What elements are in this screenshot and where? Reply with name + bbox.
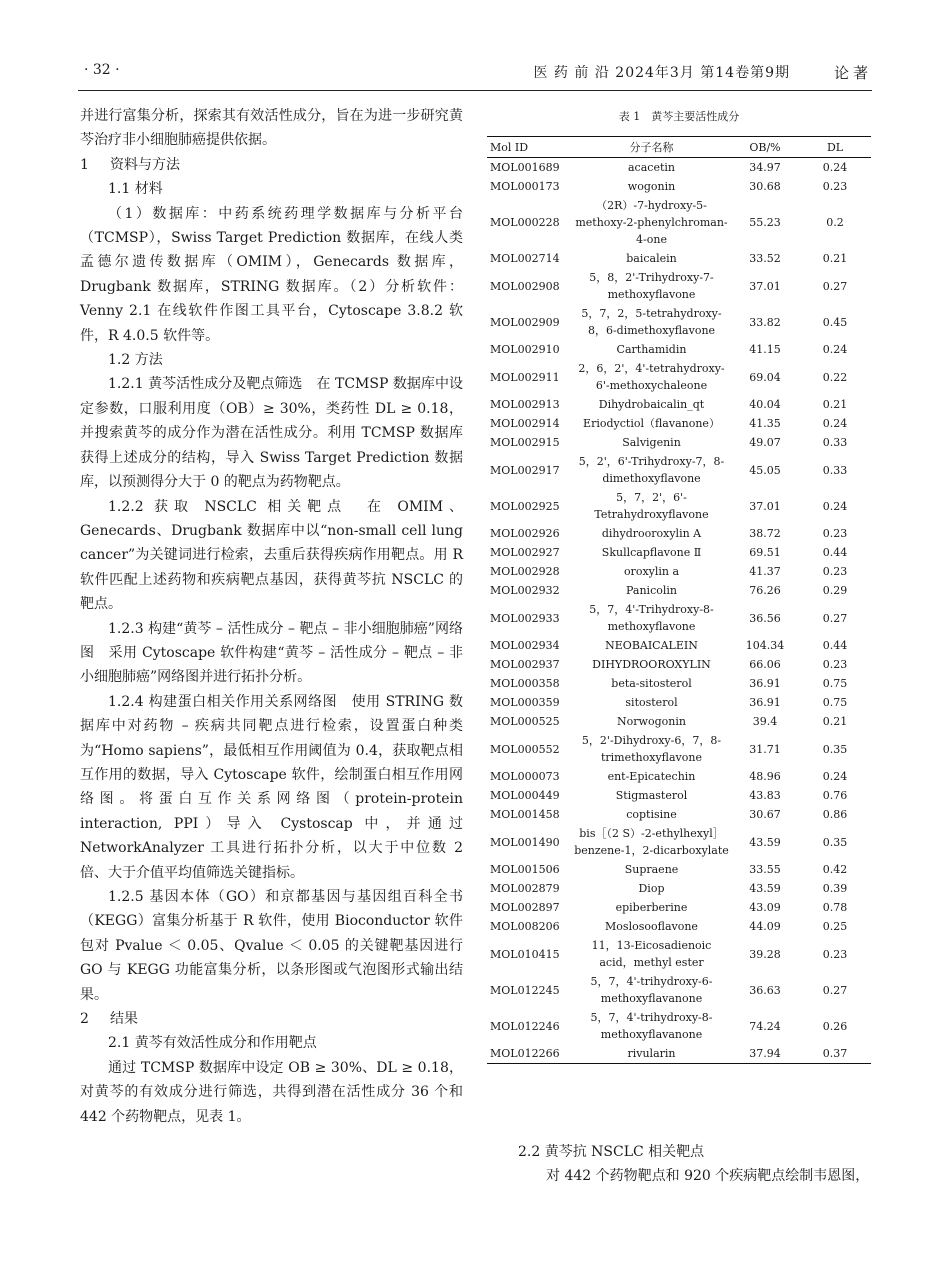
table-row — [487, 917, 871, 936]
table-row — [487, 674, 871, 693]
table-row — [487, 824, 871, 860]
table-caption: 表 1 黄芩主要活性成分 — [618, 110, 740, 123]
cell-molecule-name: baicalein — [626, 252, 677, 265]
cell-dl: 0.35 — [822, 835, 848, 849]
cell-mol-id: MOL000228 — [490, 216, 560, 229]
cell-molecule-name: coptisine — [626, 808, 677, 821]
cell-ob: 66.06 — [749, 658, 781, 671]
cell-mol-id: MOL002910 — [490, 343, 560, 356]
cell-mol-id: MOL010415 — [490, 947, 560, 961]
left-column — [80, 104, 463, 1129]
page-header — [78, 62, 872, 91]
cell-mol-id: MOL000449 — [490, 789, 560, 802]
cell-molecule-name: 5，2'，6'-Trihydroxy-7，8-dimethoxyflavone — [578, 455, 725, 485]
table-row — [487, 1008, 871, 1044]
table-row — [487, 600, 871, 636]
cell-dl: 0.75 — [822, 696, 848, 709]
method-1-2-4: 1.2.4 构建蛋白相关作用关系网络图 使用 STRING 数据库中对药物 – 疾病共同靶点进行检索，设置蛋白种类为“Homo sapiens”，最低相互作用阈值为 0.4，获取靶点相互作用的数据，导入 Cytoscape 软件，绘制蛋白相互作用网络图。将蛋白互作关系网络图（protein-protein interaction, PPI）导入 Cystoscap 中，并通过 NetworkAnalyzer 工具进行拓扑分析，以大于中位数 2 倍、大于介值平均值筛选关键指标。 — [80, 693, 463, 881]
section-2-heading — [80, 1007, 463, 1031]
cell-mol-id: MOL000525 — [490, 715, 560, 728]
cell-dl: 0.27 — [822, 611, 848, 625]
cell-ob: 41.15 — [749, 343, 781, 356]
cell-mol-id: MOL002879 — [490, 882, 560, 895]
table-row — [487, 936, 871, 972]
cell-molecule-name: Panicolin — [626, 584, 677, 597]
cell-ob: 49.07 — [749, 436, 781, 449]
cell-ob: 30.68 — [749, 180, 781, 193]
cell-molecule-name: Moslosooflavone — [605, 920, 698, 933]
cell-molecule-name: DIHYDROOROXYLIN — [592, 658, 711, 671]
section-2-title: 结果 — [110, 1011, 138, 1028]
subsection-2-2: 2.2 黄芩抗 NSCLC 相关靶点 — [518, 1144, 705, 1160]
cell-molecule-name: Stigmasterol — [615, 789, 688, 802]
cell-dl: 0.35 — [822, 742, 848, 756]
cell-mol-id: MOL012245 — [490, 983, 560, 997]
cell-dl: 0.21 — [822, 715, 848, 728]
cell-mol-id: MOL002934 — [490, 639, 560, 652]
method-1-2-3: 1.2.3 构建“黄芩 – 活性成分 – 靶点 – 非小细胞肺癌”网络图 采用 Cytoscape 软件构建“黄芩 – 活性成分 – 靶点 – 非小细胞肺癌”网络图并进行拓扑分析。 — [80, 620, 463, 686]
page-number: · 32 · — [84, 62, 120, 78]
cell-mol-id: MOL000073 — [490, 770, 560, 783]
table-row — [487, 249, 871, 268]
cell-molecule-name: oroxylin a — [623, 565, 680, 578]
method-1-2-1: 1.2.1 黄芩活性成分及靶点筛选 在 TCMSP 数据库中设定参数，口服利用度（OB）≥ 30%，类药性 DL ≥ 0.18，并搜索黄芩的成分作为潜在活性成分。利用 TCMSP 数据库获得上述成分的结构，导入 Swiss Target Prediction 数据库，以预测得分大于 0 的靶点为药物靶点。 — [80, 376, 463, 491]
cell-dl: 0.2 — [826, 216, 844, 229]
section-1-heading — [80, 153, 463, 177]
table-row — [487, 524, 871, 543]
table-row — [487, 898, 871, 917]
table-row — [487, 712, 871, 731]
cell-dl: 0.23 — [822, 180, 848, 193]
cell-ob: 37.01 — [749, 499, 781, 513]
cell-ob: 43.59 — [749, 882, 781, 895]
cell-dl: 0.23 — [822, 658, 848, 671]
table-row — [487, 340, 871, 359]
cell-ob: 37.01 — [749, 279, 781, 293]
cell-mol-id: MOL002932 — [490, 584, 560, 597]
cell-ob: 37.94 — [731, 1044, 799, 1064]
cell-ob: 39.28 — [749, 947, 781, 961]
cell-mol-id: MOL000358 — [490, 677, 560, 690]
cell-mol-id: MOL008206 — [490, 920, 560, 933]
table-row — [487, 636, 871, 655]
cell-mol-id: MOL002915 — [490, 436, 560, 449]
cell-molecule-name: wogonin — [627, 180, 676, 193]
cell-molecule-name: Skullcapflavone Ⅱ — [601, 546, 702, 559]
cell-dl: 0.45 — [822, 315, 848, 329]
cell-dl: 0.24 — [822, 770, 848, 783]
cell-mol-id: MOL001689 — [490, 161, 560, 174]
cell-mol-id: MOL002908 — [490, 279, 560, 293]
cell-dl: 0.24 — [822, 417, 848, 430]
cell-molecule-name: beta-sitosterol — [611, 677, 692, 690]
cell-molecule-name: ent-Epicatechin — [607, 770, 696, 783]
cell-dl: 0.23 — [822, 947, 848, 961]
article-category: 论著 — [833, 64, 872, 82]
section-1-number: 1 — [80, 156, 89, 173]
table-row — [487, 304, 871, 340]
cell-ob: 48.96 — [749, 770, 781, 783]
table-row — [487, 359, 871, 395]
table-body — [487, 158, 871, 1064]
cell-dl: 0.21 — [822, 398, 848, 411]
cell-ob: 34.97 — [749, 161, 781, 174]
results-2-2-paragraph: 对 442 个药物靶点和 920 个疾病靶点绘制韦恩图， — [546, 1168, 870, 1184]
table-row — [487, 805, 871, 824]
cell-molecule-name: Diop — [638, 882, 665, 895]
cell-dl: 0.24 — [822, 499, 848, 513]
cell-ob: 41.35 — [749, 417, 781, 430]
cell-molecule-name: acacetin — [628, 161, 675, 174]
cell-molecule-name: 5，2'-Dihydroxy-6，7，8-trimethoxyflavone — [581, 734, 722, 764]
table-header-row — [487, 137, 871, 158]
cell-molecule-name: NEOBAICALEIN — [605, 639, 698, 652]
cell-dl: 0.27 — [822, 279, 848, 293]
cell-molecule-name: 5，8，2'-Trihydroxy-7-methoxyflavone — [589, 271, 714, 301]
table-row — [487, 196, 871, 249]
cell-ob: 104.34 — [745, 639, 785, 652]
cell-dl: 0.44 — [822, 639, 848, 652]
cell-mol-id: MOL001506 — [490, 863, 560, 876]
cell-ob: 36.63 — [749, 983, 781, 997]
cell-mol-id: MOL002937 — [490, 658, 560, 671]
cell-ob: 31.71 — [749, 742, 781, 756]
table-row — [487, 158, 871, 178]
table-row — [487, 562, 871, 581]
cell-molecule-name: Dihydrobaicalin_qt — [598, 398, 705, 411]
cell-mol-id: MOL002917 — [490, 463, 560, 477]
cell-ob: 38.72 — [749, 527, 781, 540]
cell-molecule-name: 5，7，2'，6'-Tetrahydroxyflavone — [594, 491, 709, 521]
table-row — [487, 731, 871, 767]
header-ob: OB/% — [731, 137, 799, 158]
cell-mol-id: MOL002927 — [490, 546, 560, 559]
cell-dl: 0.33 — [822, 436, 848, 449]
cell-mol-id: MOL001458 — [490, 808, 560, 821]
cell-ob: 69.51 — [749, 546, 781, 559]
cell-molecule-name: Norwogonin — [617, 715, 686, 728]
cell-ob: 40.04 — [749, 398, 781, 411]
section-1-title: 资料与方法 — [110, 156, 180, 173]
cell-mol-id: MOL001490 — [490, 835, 560, 849]
table-row — [487, 1044, 871, 1064]
cell-mol-id: MOL000359 — [490, 696, 560, 709]
table-row — [487, 786, 871, 805]
cell-ob: 74.24 — [749, 1019, 781, 1033]
section-2-number: 2 — [80, 1011, 89, 1028]
cell-dl: 0.25 — [822, 920, 848, 933]
cell-dl: 0.23 — [822, 565, 848, 578]
header-mol-id: Mol ID — [487, 137, 572, 158]
cell-mol-id: MOL012266 — [487, 1044, 572, 1064]
table-row — [487, 543, 871, 562]
cell-molecule-name: rivularin — [572, 1044, 731, 1064]
subsection-2-1: 2.1 黄芩有效活性成分和作用靶点 — [108, 1035, 317, 1052]
table-1-block — [487, 108, 871, 1064]
table-row — [487, 488, 871, 524]
cell-ob: 45.05 — [749, 463, 781, 477]
table-row — [487, 395, 871, 414]
cell-dl: 0.24 — [822, 161, 848, 174]
cell-mol-id: MOL002933 — [490, 611, 560, 625]
cell-mol-id: MOL002914 — [490, 417, 560, 430]
table-row — [487, 767, 871, 786]
cell-dl: 0.29 — [822, 584, 848, 597]
cell-mol-id: MOL002926 — [490, 527, 560, 540]
cell-molecule-name: 5，7，2，5-tetrahydroxy-8，6-dimethoxyflavone — [581, 307, 722, 337]
intro-paragraph: 并进行富集分析，探索其有效活性成分，旨在为进一步研究黄芩治疗非小细胞肺癌提供依据。 — [80, 108, 463, 149]
cell-dl: 0.78 — [822, 901, 848, 914]
cell-molecule-name: Salvigenin — [622, 436, 681, 449]
cell-mol-id: MOL002911 — [490, 370, 560, 384]
cell-dl: 0.27 — [822, 983, 848, 997]
cell-ob: 41.37 — [749, 565, 781, 578]
cell-molecule-name: sitosterol — [625, 696, 678, 709]
cell-ob: 30.67 — [749, 808, 781, 821]
method-1-2-2: 1.2.2 获取 NSCLC 相关靶点 在 OMIM、Genecards、Drugbank 数据库中以“non-small cell lung cancer”为关键词进行检索，去重后获得疾病作用靶点。用 R 软件匹配上述药物和疾病靶点基因，获得黄芩抗 NSCLC 的靶点。 — [80, 498, 463, 613]
table-row — [487, 581, 871, 600]
cell-mol-id: MOL000173 — [490, 180, 560, 193]
cell-ob: 36.91 — [749, 677, 781, 690]
cell-dl: 0.75 — [822, 677, 848, 690]
materials-paragraph: （1）数据库：中药系统药理学数据库与分析平台（TCMSP），Swiss Target Prediction 数据库，在线人类孟德尔遗传数据库（OMIM），Genecards 数据库，Drugbank 数据库，STRING 数据库。（2）分析软件：Venny 2.1 在线软件作图工具平台，Cytoscape 3.8.2 软件，R 4.0.5 软件等。 — [80, 205, 463, 344]
cell-molecule-name: 5，7，4'-Trihydroxy-8-methoxyflavone — [589, 603, 714, 633]
table-row — [487, 268, 871, 304]
cell-ob: 33.55 — [749, 863, 781, 876]
cell-dl: 0.33 — [822, 463, 848, 477]
cell-mol-id: MOL002909 — [490, 315, 560, 329]
cell-dl: 0.24 — [822, 343, 848, 356]
cell-molecule-name: Supraene — [624, 863, 679, 876]
cell-dl: 0.22 — [822, 370, 848, 384]
cell-ob: 33.52 — [749, 252, 781, 265]
cell-ob: 69.04 — [749, 370, 781, 384]
cell-dl: 0.39 — [822, 882, 848, 895]
active-ingredients-table — [487, 136, 871, 1064]
cell-ob: 76.26 — [749, 584, 781, 597]
cell-molecule-name: Eriodyctiol（flavanone） — [583, 417, 720, 430]
cell-molecule-name: bis［（2 S）-2-ethylhexyl］benzene-1，2-dicarboxylate — [574, 827, 729, 857]
cell-dl: 0.44 — [822, 546, 848, 559]
cell-dl: 0.37 — [799, 1044, 871, 1064]
cell-mol-id: MOL002925 — [490, 499, 560, 513]
cell-mol-id: MOL002913 — [490, 398, 560, 411]
cell-mol-id: MOL000552 — [490, 742, 560, 756]
cell-dl: 0.42 — [822, 863, 848, 876]
cell-ob: 55.23 — [749, 216, 781, 229]
table-row — [487, 879, 871, 898]
cell-mol-id: MOL002714 — [490, 252, 560, 265]
cell-mol-id: MOL002928 — [490, 565, 560, 578]
results-2-1-paragraph: 通过 TCMSP 数据库中设定 OB ≥ 30%、DL ≥ 0.18，对黄芩的有效成分进行筛选，共得到潜在活性成分 36 个和 442 个药物靶点，见表 1。 — [80, 1059, 463, 1125]
cell-dl: 0.21 — [822, 252, 848, 265]
right-column-text — [518, 1140, 878, 1188]
header-molecule-name: 分子名称 — [572, 137, 731, 158]
cell-ob: 43.59 — [749, 835, 781, 849]
table-row — [487, 693, 871, 712]
table-row — [487, 414, 871, 433]
cell-molecule-name: 2，6，2'，4'-tetrahydroxy-6'-methoxychaleone — [578, 362, 725, 392]
cell-molecule-name: （2R）-7-hydroxy-5-methoxy-2-phenylchroman-4-one — [575, 199, 728, 246]
table-row — [487, 860, 871, 879]
cell-molecule-name: epiberberine — [615, 901, 688, 914]
subsection-1-1: 1.1 材料 — [108, 181, 163, 198]
cell-molecule-name: 5，7，4'-trihydroxy-8-methoxyflavanone — [590, 1011, 713, 1041]
cell-ob: 36.56 — [749, 611, 781, 625]
cell-ob: 43.09 — [749, 901, 781, 914]
table-row — [487, 972, 871, 1008]
table-row — [487, 433, 871, 452]
cell-molecule-name: Carthamidin — [616, 343, 687, 356]
cell-ob: 43.83 — [749, 789, 781, 802]
cell-dl: 0.23 — [822, 527, 848, 540]
cell-ob: 44.09 — [749, 920, 781, 933]
cell-dl: 0.76 — [822, 789, 848, 802]
cell-ob: 36.91 — [749, 696, 781, 709]
cell-mol-id: MOL002897 — [490, 901, 560, 914]
cell-molecule-name: 11，13-Eicosadienoic acid，methyl ester — [591, 939, 712, 969]
cell-molecule-name: dihydrooroxylin A — [601, 527, 702, 540]
cell-dl: 0.26 — [822, 1019, 848, 1033]
method-1-2-5: 1.2.5 基因本体（GO）和京都基因与基因组百科全书（KEGG）富集分析基于 R 软件，使用 Bioconductor 软件包对 Pvalue ＜ 0.05、Qvalue ＜ 0.05 的关键靶基因进行 GO 与 KEGG 功能富集分析，以条形图或气泡图形式输出结果。 — [80, 889, 463, 1003]
cell-dl: 0.86 — [822, 808, 848, 821]
subsection-1-2: 1.2 方法 — [108, 352, 163, 369]
cell-ob: 39.4 — [752, 715, 778, 728]
cell-ob: 33.82 — [749, 315, 781, 329]
table-row — [487, 655, 871, 674]
cell-mol-id: MOL012246 — [490, 1019, 560, 1033]
table-row — [487, 177, 871, 196]
table-row — [487, 452, 871, 488]
journal-info: 医 药 前 沿 2024年3月 第14卷第9期 — [533, 65, 790, 81]
header-dl: DL — [799, 137, 871, 158]
cell-molecule-name: 5，7，4'-trihydroxy-6-methoxyflavanone — [590, 975, 713, 1005]
